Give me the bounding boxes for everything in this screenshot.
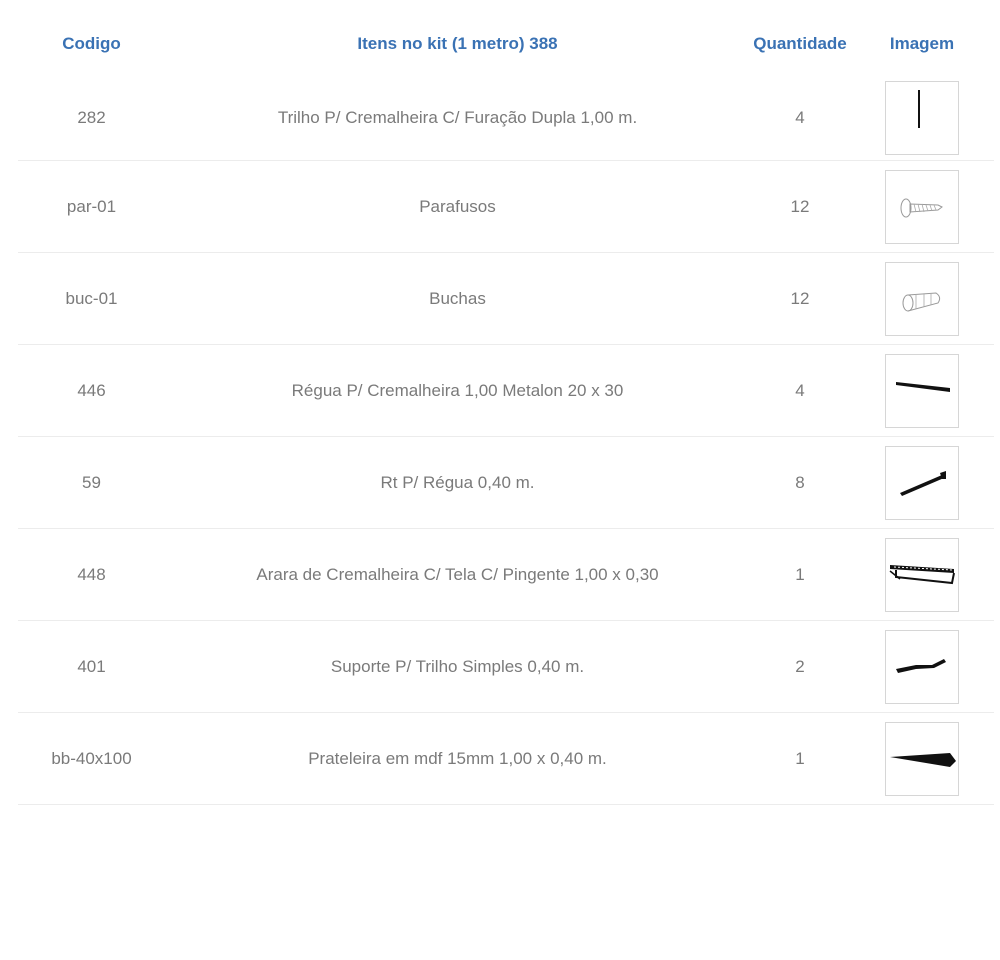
- item-image-cell: [850, 345, 994, 437]
- item-image-cell: [850, 161, 994, 253]
- item-description: Suporte P/ Trilho Simples 0,40 m.: [165, 621, 750, 713]
- wall-plug-icon[interactable]: [885, 262, 959, 336]
- item-code: 282: [18, 72, 165, 161]
- table-row: [18, 72, 994, 161]
- item-code: 448: [18, 529, 165, 621]
- item-description: Arara de Cremalheira C/ Tela C/ Pingente 1,00 x 0,30: [165, 529, 750, 621]
- item-image-cell: [850, 621, 994, 713]
- item-quantity: 12: [750, 161, 850, 253]
- item-image-cell: [850, 253, 994, 345]
- item-code: 446: [18, 345, 165, 437]
- item-code: par-01: [18, 161, 165, 253]
- table-row: [18, 529, 994, 621]
- item-image-cell: [850, 529, 994, 621]
- screw-icon[interactable]: [885, 170, 959, 244]
- item-image-cell: [850, 72, 994, 161]
- item-quantity: 4: [750, 345, 850, 437]
- item-image-cell: [850, 437, 994, 529]
- table-row: [18, 437, 994, 529]
- item-description: Rt P/ Régua 0,40 m.: [165, 437, 750, 529]
- support-icon[interactable]: [885, 630, 959, 704]
- item-quantity: 1: [750, 713, 850, 805]
- item-code: 59: [18, 437, 165, 529]
- item-description: Trilho P/ Cremalheira C/ Furação Dupla 1,00 m.: [165, 72, 750, 161]
- table-row: [18, 345, 994, 437]
- table-header-row: [18, 20, 994, 72]
- item-quantity: 12: [750, 253, 850, 345]
- item-code: 401: [18, 621, 165, 713]
- header-image: Imagem: [850, 20, 994, 72]
- item-code: bb-40x100: [18, 713, 165, 805]
- item-image-cell: [850, 713, 994, 805]
- shelf-icon[interactable]: [885, 722, 959, 796]
- header-code: Codigo: [18, 20, 165, 72]
- table-row: [18, 253, 994, 345]
- table-row: [18, 621, 994, 713]
- item-description: Régua P/ Cremalheira 1,00 Metalon 20 x 30: [165, 345, 750, 437]
- item-description: Prateleira em mdf 15mm 1,00 x 0,40 m.: [165, 713, 750, 805]
- item-code: buc-01: [18, 253, 165, 345]
- item-quantity: 2: [750, 621, 850, 713]
- rail-icon[interactable]: [885, 81, 959, 155]
- item-description: Parafusos: [165, 161, 750, 253]
- kit-items-table: [18, 20, 994, 805]
- table-row: [18, 713, 994, 805]
- rack-icon[interactable]: [885, 538, 959, 612]
- item-quantity: 8: [750, 437, 850, 529]
- bar-icon[interactable]: [885, 354, 959, 428]
- header-description: Itens no kit (1 metro) 388: [165, 20, 750, 72]
- item-quantity: 1: [750, 529, 850, 621]
- item-quantity: 4: [750, 72, 850, 161]
- item-description: Buchas: [165, 253, 750, 345]
- bracket-icon[interactable]: [885, 446, 959, 520]
- header-quantity: Quantidade: [750, 20, 850, 72]
- table-row: [18, 161, 994, 253]
